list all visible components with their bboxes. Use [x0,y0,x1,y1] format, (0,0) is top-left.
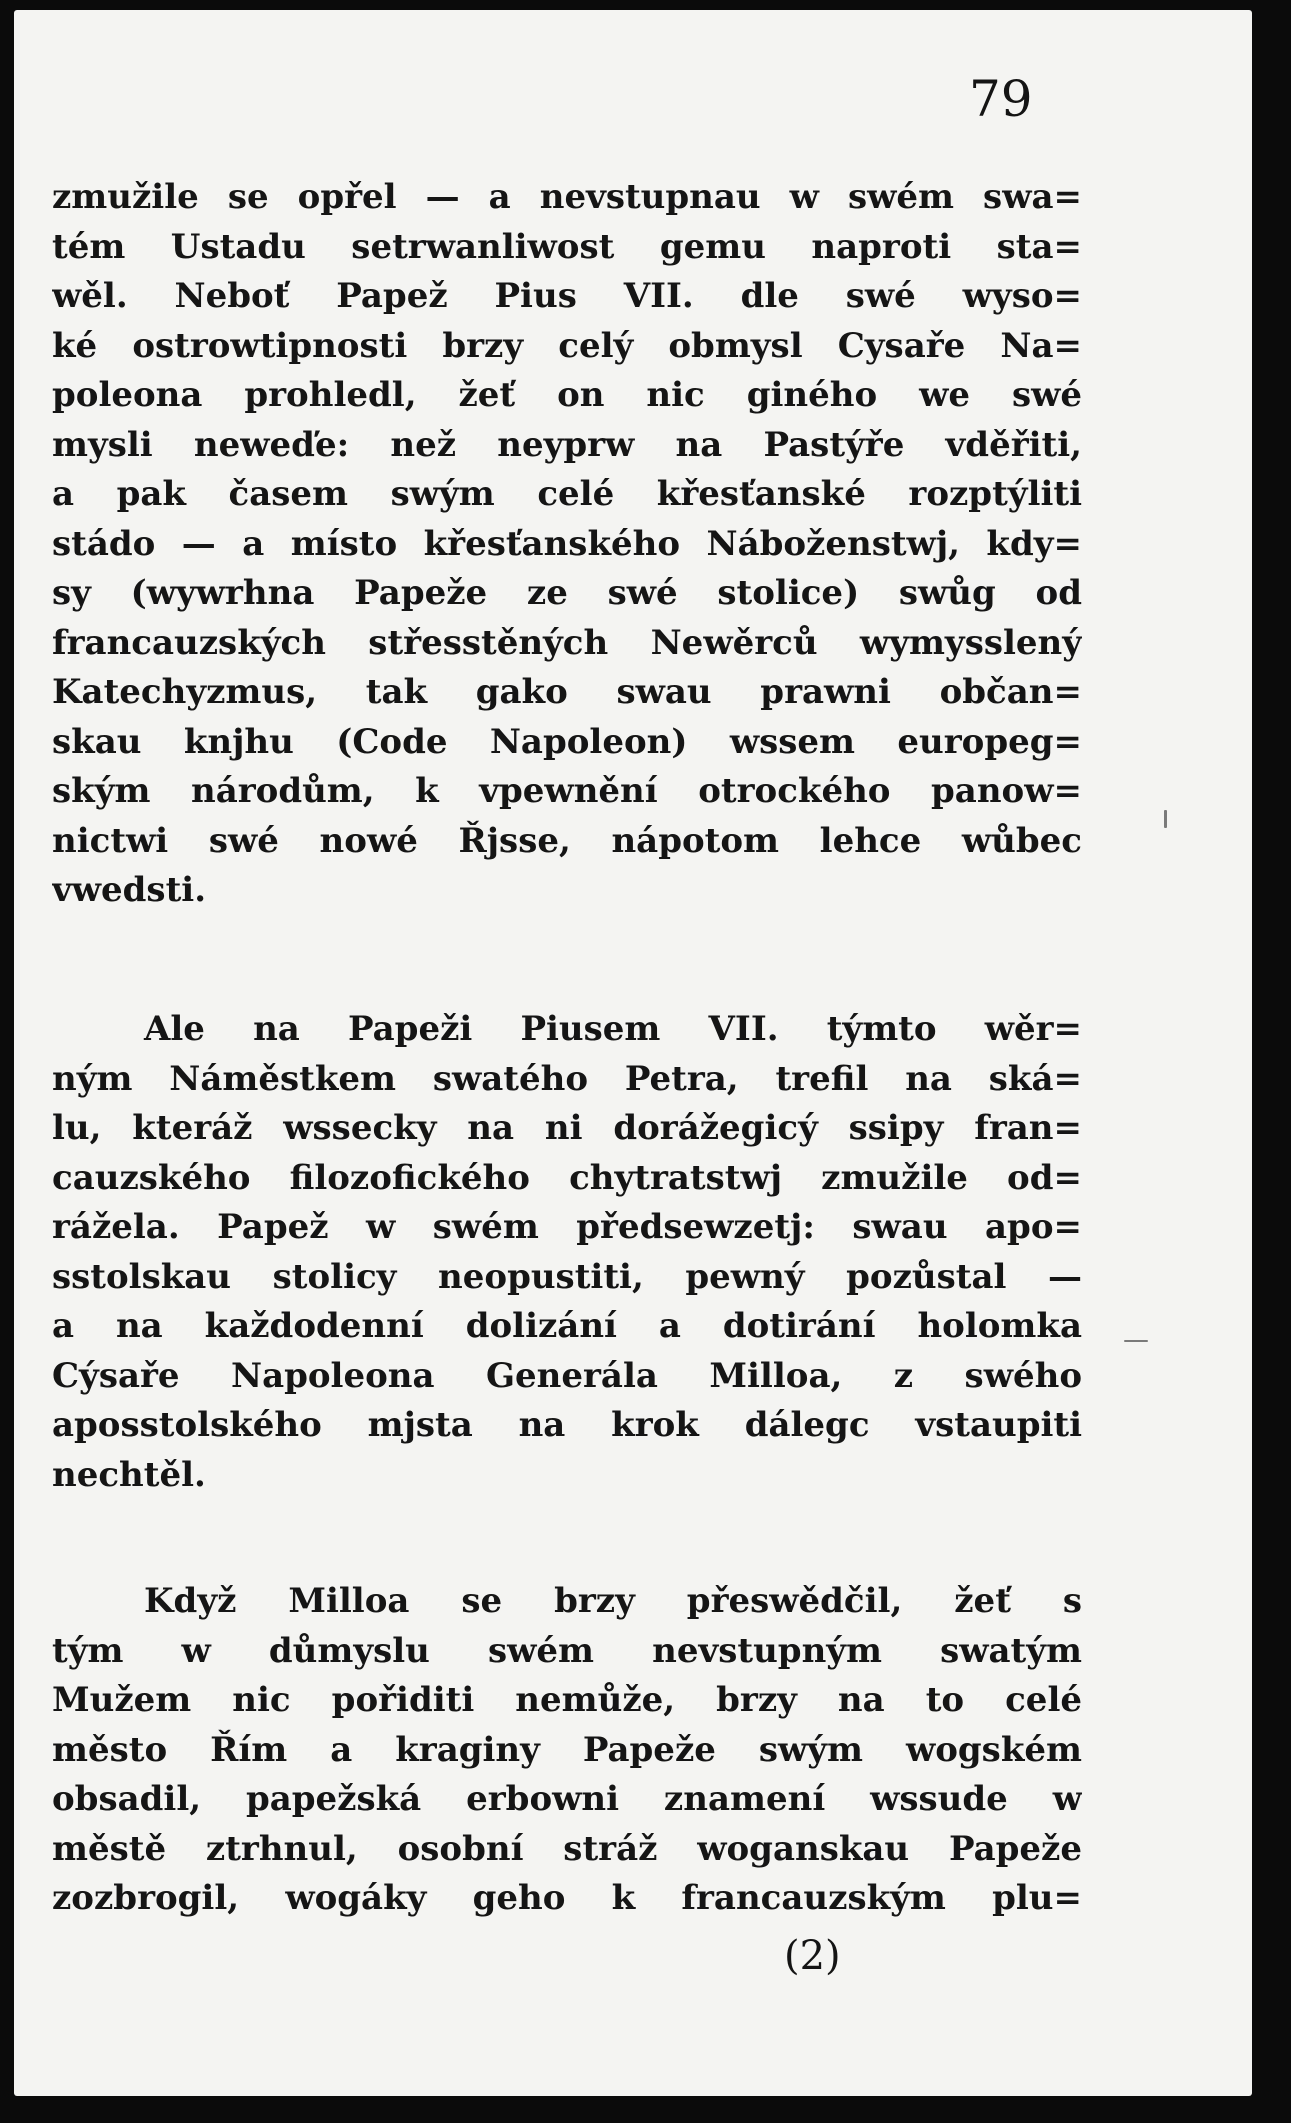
signature-mark: (2) [784,1933,841,1979]
text-line: skau knjhu (Code Napoleon) wssem europeg= [52,721,1082,762]
text-line: městě ztrhnul, osobní stráž woganskau Papeže [52,1828,1082,1869]
text-line: poleona prohledl, žeť on nic giného we swé [52,375,1082,415]
text-line: a na každodenní dolizání a dotirání holomka [52,1306,1082,1346]
text-line: a pak časem swým celé křesťanské rozptýliti [52,474,1082,514]
text-line: lu, kteráž wssecky na ni dorážegicý ssipy fran= [52,1108,1082,1148]
text-line: ným Náměstkem swatého Petra, trefil na ská= [52,1058,1082,1099]
paragraph-3 [52,1577,1082,1924]
text-line: město Řím a kraginy Papeže swým wogském [52,1729,1082,1770]
text-line: francauzských střesstěných Newěrců wymysslený [52,622,1082,663]
text-line: cauzského filozofického chytratstwj zmužile od= [52,1157,1082,1198]
text-line: tým w důmyslu swém nevstupným swatým [52,1630,1082,1671]
text-line: wěl. Neboť Papež Pius VII. dle swé wyso= [52,276,1082,316]
paragraph-1 [52,173,1082,916]
margin-mark [1164,810,1167,828]
text-line: Když Milloa se brzy přeswědčil, žeť s [144,1581,1082,1621]
text-line: nechtěl. [52,1454,206,1495]
text-line: ké ostrowtipnosti brzy celý obmysl Cysaře Na= [52,325,1082,366]
text-line: zozbrogil, wogáky geho k francauzským plu= [52,1878,1082,1918]
text-line: Ale na Papeži Piusem VII. týmto wěr= [144,1009,1082,1049]
paragraph-2 [52,1005,1082,1500]
book-page [14,10,1252,2096]
margin-mark [1124,1340,1148,1342]
text-line: Cýsaře Napoleona Generála Milloa, z swého [52,1355,1082,1396]
text-line: mysli neweďe: než neyprw na Pastýře vděřiti, [52,424,1082,465]
text-line: stádo — a místo křesťanského Náboženstwj, kdy= [52,523,1082,564]
text-line: vwedsti. [52,870,207,910]
text-line: tém Ustadu setrwanliwost gemu naproti sta= [52,226,1082,267]
text-line: sstolskau stolicy neopustiti, pewný pozůstal — [52,1256,1082,1297]
text-line: rážela. Papež w swém předsewzetj: swau apo= [52,1207,1082,1247]
text-line: obsadil, papežská erbowni znamení wssude w [52,1779,1082,1819]
text-line: ským národům, k vpewnění otrockého panow= [52,771,1082,811]
text-line: zmužile se opřel — a nevstupnau w swém swa= [52,177,1082,217]
text-line: sy (wywrhna Papeže ze swé stolice) swůg od [52,573,1082,613]
text-line: Katechyzmus, tak gako swau prawni občan= [52,672,1082,712]
page-number: 79 [969,70,1033,128]
text-line: aposstolského mjsta na krok dálegc vstaupiti [52,1405,1082,1445]
text-line: Mužem nic pořiditi nemůže, brzy na to celé [52,1680,1082,1720]
text-line: nictwi swé nowé Řjsse, nápotom lehce wůbec [52,820,1082,861]
